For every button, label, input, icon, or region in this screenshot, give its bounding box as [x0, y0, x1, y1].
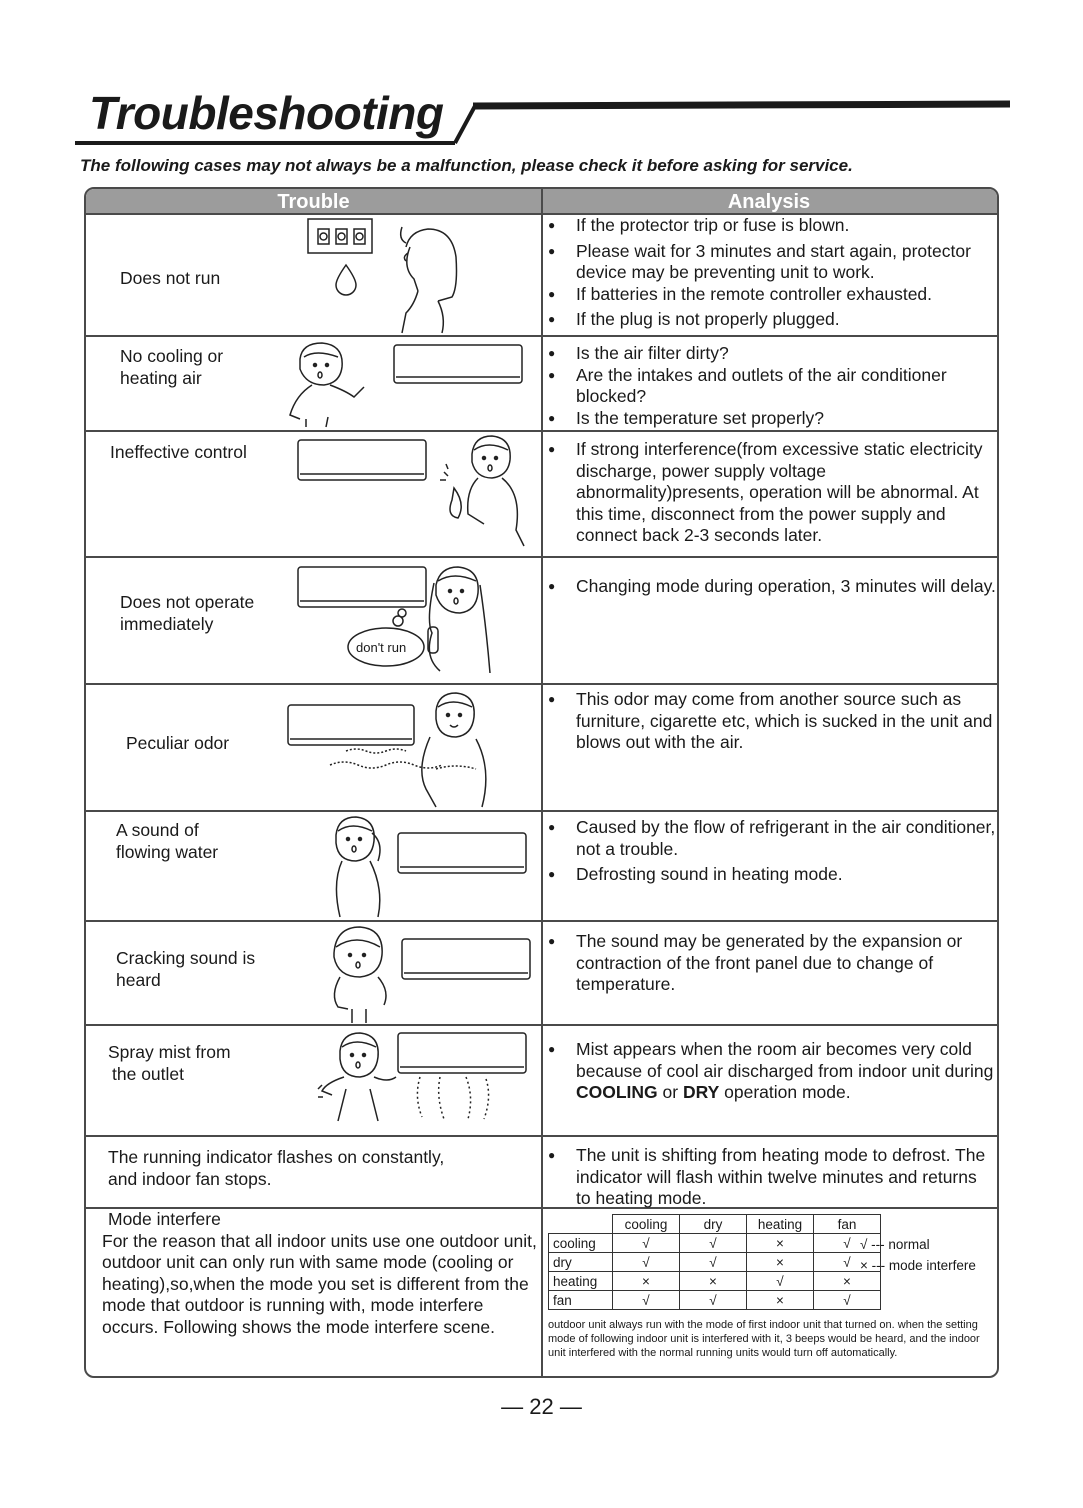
mode-interfere-table — [548, 1214, 881, 1310]
trouble-line: heard — [116, 970, 161, 990]
mode-interfere-note: outdoor unit always run with the mode of first indoor unit that turned on. when the setting mode of following indoor unit is interfered with it, 3 beeps would be heard, and the indoor unit interfered with the normal running units would turn off automatically. — [548, 1319, 980, 1359]
row-divider — [86, 335, 997, 337]
analysis-item: ● Is the air filter dirty? — [546, 343, 996, 365]
trouble-line: Cracking sound is — [116, 948, 256, 968]
dry-term: DRY — [682, 1082, 720, 1102]
header-analysis: Analysis — [727, 191, 811, 213]
trouble-ineffective-control: Ineffective control — [110, 442, 247, 462]
mode-col-header: fan — [814, 1215, 881, 1234]
mode-cell: √ — [613, 1234, 680, 1253]
trouble-indicator-flashes — [108, 1146, 538, 1190]
mode-row-label: heating — [549, 1272, 613, 1291]
analysis-item: ● If the protector trip or fuse is blown. — [546, 215, 996, 237]
cooling-term: COOLING — [576, 1082, 658, 1102]
row-divider — [86, 1135, 997, 1137]
mode-row-label: fan — [549, 1291, 613, 1310]
trouble-line: The running indicator flashes on constantly, — [108, 1147, 445, 1167]
mode-cell: √ — [680, 1291, 747, 1310]
illustration-cracking-sound — [326, 925, 536, 1025]
illustration-dont-run — [294, 561, 494, 679]
page-number: — 22 — — [501, 1394, 582, 1419]
legend-mode-interfere: × --- mode interfere — [860, 1258, 976, 1273]
mode-cell: × — [680, 1272, 747, 1291]
analysis-item: ● Is the temperature set properly? — [546, 408, 996, 430]
analysis-item: ● The unit is shifting from heating mode to defrost. The indicator will flash within twelve minutes and returns to heating mode. — [546, 1145, 996, 1210]
mode-cell: √ — [613, 1253, 680, 1272]
row-divider — [86, 683, 997, 685]
analysis-cracking-sound — [546, 931, 996, 996]
trouble-line: Spray mist from — [108, 1042, 231, 1062]
mode-cell: × — [747, 1291, 814, 1310]
trouble-line: immediately — [120, 614, 214, 634]
illustration-spray-mist — [316, 1029, 536, 1129]
mode-row-label: dry — [549, 1253, 613, 1272]
analysis-item: ● Are the intakes and outlets of the air conditioner blocked? — [546, 365, 996, 408]
analysis-item: ● If strong interference(from excessive static electricity discharge, power supply voltage abnormality)presents, operation will be abnormal. At this time, disconnect from the power supply and connect back 2-3 seconds later. — [546, 439, 996, 547]
speech-bubble-text: don't run — [356, 640, 407, 655]
trouble-line: flowing water — [116, 842, 219, 862]
mode-cell: √ — [814, 1253, 881, 1272]
analysis-item: ● Please wait for 3 minutes and start again, protector device may be preventing unit to work. — [546, 241, 996, 284]
illustration-odor — [286, 689, 506, 809]
trouble-spray-mist — [108, 1041, 231, 1085]
header-trouble: Trouble — [277, 191, 350, 213]
analysis-item: ● Caused by the flow of refrigerant in the air conditioner, not a trouble. — [546, 817, 996, 860]
legend-normal: √ --- normal — [860, 1237, 930, 1252]
illustration-person-pointing-ac — [282, 339, 532, 429]
analysis-ineffective-control — [546, 439, 996, 547]
analysis-flowing-water — [546, 817, 996, 886]
mode-col-header: cooling — [613, 1215, 680, 1234]
mode-col-header: heating — [747, 1215, 814, 1234]
mode-cell: × — [747, 1234, 814, 1253]
mode-table-corner — [549, 1215, 613, 1234]
analysis-item — [546, 1039, 996, 1104]
mode-cell: √ — [814, 1234, 881, 1253]
mode-cell: √ — [680, 1234, 747, 1253]
trouble-line: the outlet — [112, 1064, 184, 1084]
trouble-does-not-run: Does not run — [120, 268, 221, 288]
trouble-does-not-operate — [120, 591, 254, 635]
mode-col-header: dry — [680, 1215, 747, 1234]
trouble-cracking-sound — [116, 947, 255, 991]
page-title: Troubleshooting — [89, 87, 444, 139]
analysis-does-not-run — [546, 215, 996, 331]
mode-table-row — [549, 1234, 881, 1253]
row-divider — [86, 810, 997, 812]
illustration-remote-control — [296, 434, 536, 549]
analysis-no-cooling — [546, 343, 996, 429]
mode-cell: √ — [680, 1253, 747, 1272]
trouble-peculiar-odor: Peculiar odor — [126, 733, 230, 753]
page-number-value: 22 — [529, 1394, 554, 1419]
analysis-item: ● The sound may be generated by the expansion or contraction of the front panel due to change of temperature. — [546, 931, 996, 996]
mode-cell: × — [613, 1272, 680, 1291]
trouble-line: and indoor fan stops. — [108, 1169, 272, 1189]
analysis-text: operation mode. — [719, 1082, 851, 1102]
mode-table-row — [549, 1291, 881, 1310]
trouble-flowing-water — [116, 819, 218, 863]
trouble-no-cooling — [120, 345, 223, 389]
mode-cell: × — [814, 1272, 881, 1291]
mode-table-header-row — [549, 1215, 881, 1234]
mode-row-label: cooling — [549, 1234, 613, 1253]
analysis-indicator-flashes — [546, 1145, 996, 1210]
mode-table-row — [549, 1272, 881, 1291]
row-divider — [86, 556, 997, 558]
trouble-line: Does not operate — [120, 592, 255, 612]
analysis-text: Mist appears when the room air becomes very cold because of cool air discharged from indoor unit during — [576, 1039, 994, 1081]
analysis-does-not-operate — [546, 576, 996, 598]
mode-cell: √ — [613, 1291, 680, 1310]
trouble-line: No cooling or — [120, 346, 224, 366]
mode-table-row — [549, 1253, 881, 1272]
analysis-item: ● Changing mode during operation, 3 minutes will delay. — [546, 576, 996, 598]
mode-interfere-body: For the reason that all indoor units use one outdoor unit, outdoor unit can only run with same mode (cooling or heating),so,when the mode you set is different from the mode that outdoor is running with, mode interfere occurs. Following shows the mode interfere scene. — [102, 1230, 537, 1337]
analysis-peculiar-odor — [546, 689, 996, 754]
illustration-woman-display-icon — [306, 217, 536, 335]
troubleshooting-table — [84, 187, 999, 1378]
analysis-item: ● Defrosting sound in heating mode. — [546, 864, 996, 886]
illustration-flowing-water — [326, 813, 536, 918]
page-subtitle: The following cases may not always be a malfunction, please check it before asking for service. — [80, 156, 853, 175]
analysis-text: or — [657, 1082, 683, 1102]
mode-cell: × — [747, 1253, 814, 1272]
analysis-item: ● If the plug is not properly plugged. — [546, 309, 996, 331]
column-divider — [541, 189, 543, 1376]
analysis-item: ● If batteries in the remote controller exhausted. — [546, 284, 996, 306]
row-divider — [86, 920, 997, 922]
analysis-spray-mist — [546, 1039, 996, 1104]
mode-cell: √ — [814, 1291, 881, 1310]
mode-interfere-text — [102, 1209, 542, 1338]
row-divider — [86, 1024, 997, 1026]
mode-interfere-heading: Mode interfere — [108, 1209, 221, 1229]
analysis-item: ● This odor may come from another source such as furniture, cigarette etc, which is sucked in the unit and blows out with the air. — [546, 689, 996, 754]
trouble-line: heating air — [120, 368, 202, 388]
title-block — [75, 84, 1015, 154]
row-divider — [86, 430, 997, 432]
mode-cell: √ — [747, 1272, 814, 1291]
trouble-line: A sound of — [116, 820, 199, 840]
